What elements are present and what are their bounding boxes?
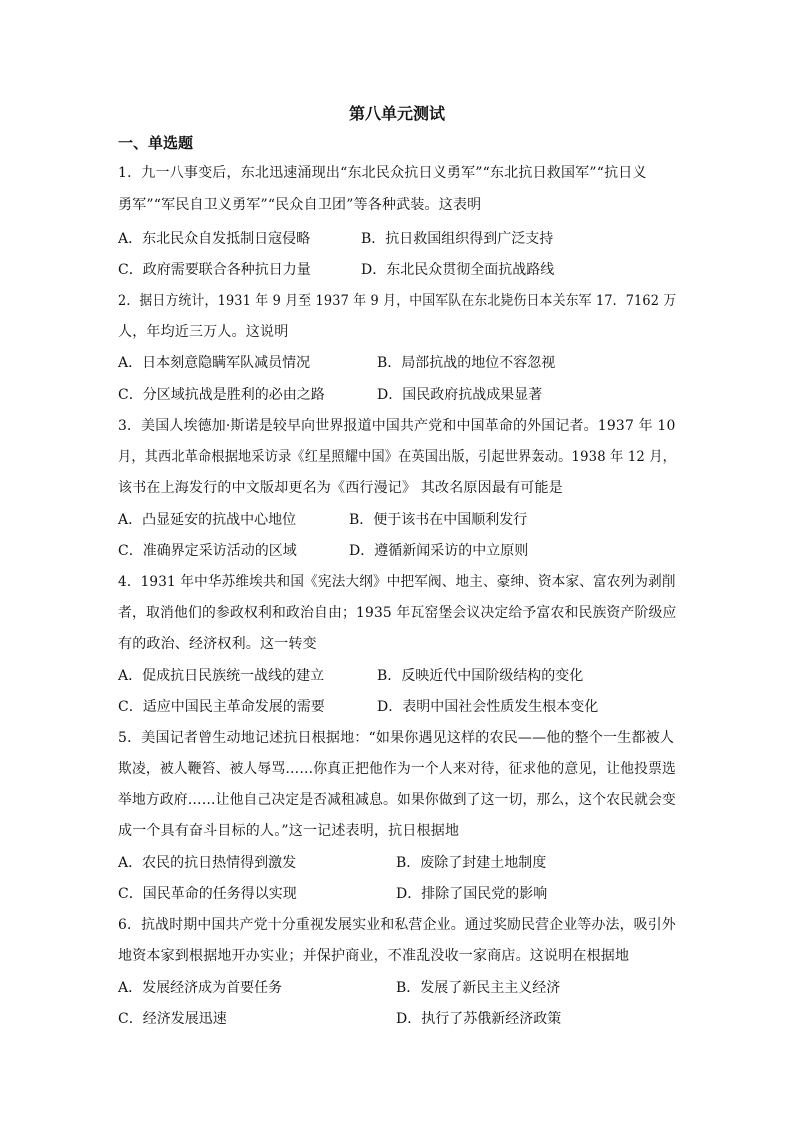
question-1-option-b: B．抗日救国组织得到广泛支持	[361, 231, 554, 247]
question-6-option-c: C．经济发展迅速	[118, 1011, 227, 1027]
question-5-option-d: D．排除了国民党的影响	[396, 886, 548, 902]
question-2-option-c: C．分区域抗战是胜利的必由之路	[118, 387, 325, 403]
question-3-option-b: B．便于该书在中国顺利发行	[349, 512, 528, 528]
section-heading: 一、单选题	[118, 134, 194, 152]
question-6-option-a: A．发展经济成为首要任务	[118, 980, 283, 996]
question-3-line-3: 该书在上海发行的中文版却更名为《西行漫记》 其改名原因最有可能是	[118, 480, 563, 496]
question-6-line-1: 6．抗战时期中国共产党十分重视发展实业和私营企业。通过奖励民营企业等办法，吸引外	[118, 917, 676, 933]
question-2-line-1: 2．据日方统计，1931 年 9 月至 1937 年 9 月，中国军队在东北毙伤日本关东军 17．7162 万	[118, 293, 677, 309]
question-6-option-d: D．执行了苏俄新经济政策	[396, 1011, 562, 1027]
question-2-option-b: B．局部抗战的地位不容忽视	[377, 355, 556, 371]
question-4-line-2: 者，取消他们的参政权利和政治自由；1935 年瓦窑堡会议决定给予富农和民族资产阶级应	[118, 605, 677, 621]
question-4-option-d: D．表明中国社会性质发生根本变化	[377, 699, 599, 715]
question-5-line-4: 成一个具有奋斗目标的人。”这一记述表明，抗日根据地	[118, 823, 460, 839]
question-1-line-2: 勇军”“军民自卫义勇军”“民众自卫团”等各种武装。这表明	[118, 197, 482, 213]
question-2-option-d: D．国民政府抗战成果显著	[377, 387, 543, 403]
question-2-line-2: 人，年均近三万人。这说明	[118, 324, 289, 340]
question-3-option-d: D．遵循新闻采访的中立原则	[349, 543, 529, 559]
question-5-line-2: 欺凌，被人鞭笞、被人辱骂……你真正把他作为一个人来对待，征求他的意见，让他投票选	[118, 761, 676, 777]
question-2-option-a: A．日本刻意隐瞒军队减员情况	[118, 355, 311, 371]
question-4-line-1: 4．1931 年中华苏维埃共和国《宪法大纲》中把军阀、地主、豪绅、资本家、富农列为剥削	[118, 574, 676, 590]
question-4-option-a: A．促成抗日民族统一战线的建立	[118, 668, 325, 684]
question-1-option-c: C．政府需要联合各种抗日力量	[118, 262, 311, 278]
question-6-option-b: B．发展了新民主主义经济	[396, 980, 561, 996]
question-5-option-c: C．国民革命的任务得以实现	[118, 886, 297, 902]
page-title: 第八单元测试	[348, 104, 445, 123]
question-5-option-b: B．废除了封建土地制度	[396, 855, 547, 871]
question-1-option-a: A．东北民众自发抵制日寇侵略	[118, 231, 311, 247]
question-5-line-3: 举地方政府……让他自己决定是否减租减息。如果你做到了这一切，那么，这个农民就会变	[118, 792, 676, 808]
question-1-line-1: 1．九一八事变后，东北迅速涌现出“东北民众抗日义勇军”“东北抗日救国军”“抗日义	[118, 165, 647, 181]
question-3-option-c: C．准确界定采访活动的区域	[118, 543, 297, 559]
question-6-line-2: 地资本家到根据地开办实业；并保护商业，不准乱没收一家商店。这说明在根据地	[118, 948, 630, 964]
question-3-line-1: 3．美国人埃德加·斯诺是较早向世界报道中国共产党和中国革命的外国记者。1937 年 10	[118, 418, 676, 434]
question-5-line-1: 5．美国记者曾生动地记述抗日根据地：“如果你遇见这样的农民——他的整个一生都被人	[118, 730, 675, 746]
question-4-option-b: B．反映近代中国阶级结构的变化	[377, 668, 584, 684]
question-3-option-a: A．凸显延安的抗战中心地位	[118, 512, 297, 528]
question-1-option-d: D．东北民众贯彻全面抗战路线	[361, 262, 555, 278]
question-4-option-c: C．适应中国民主革命发展的需要	[118, 699, 325, 715]
question-5-option-a: A．农民的抗日热情得到激发	[118, 855, 297, 871]
question-3-line-2: 月，其西北革命根据地采访录《红星照耀中国》在英国出版，引起世界轰动。1938 年 12 月，	[118, 449, 676, 465]
question-4-line-3: 有的政治、经济权利。这一转变	[118, 636, 317, 652]
